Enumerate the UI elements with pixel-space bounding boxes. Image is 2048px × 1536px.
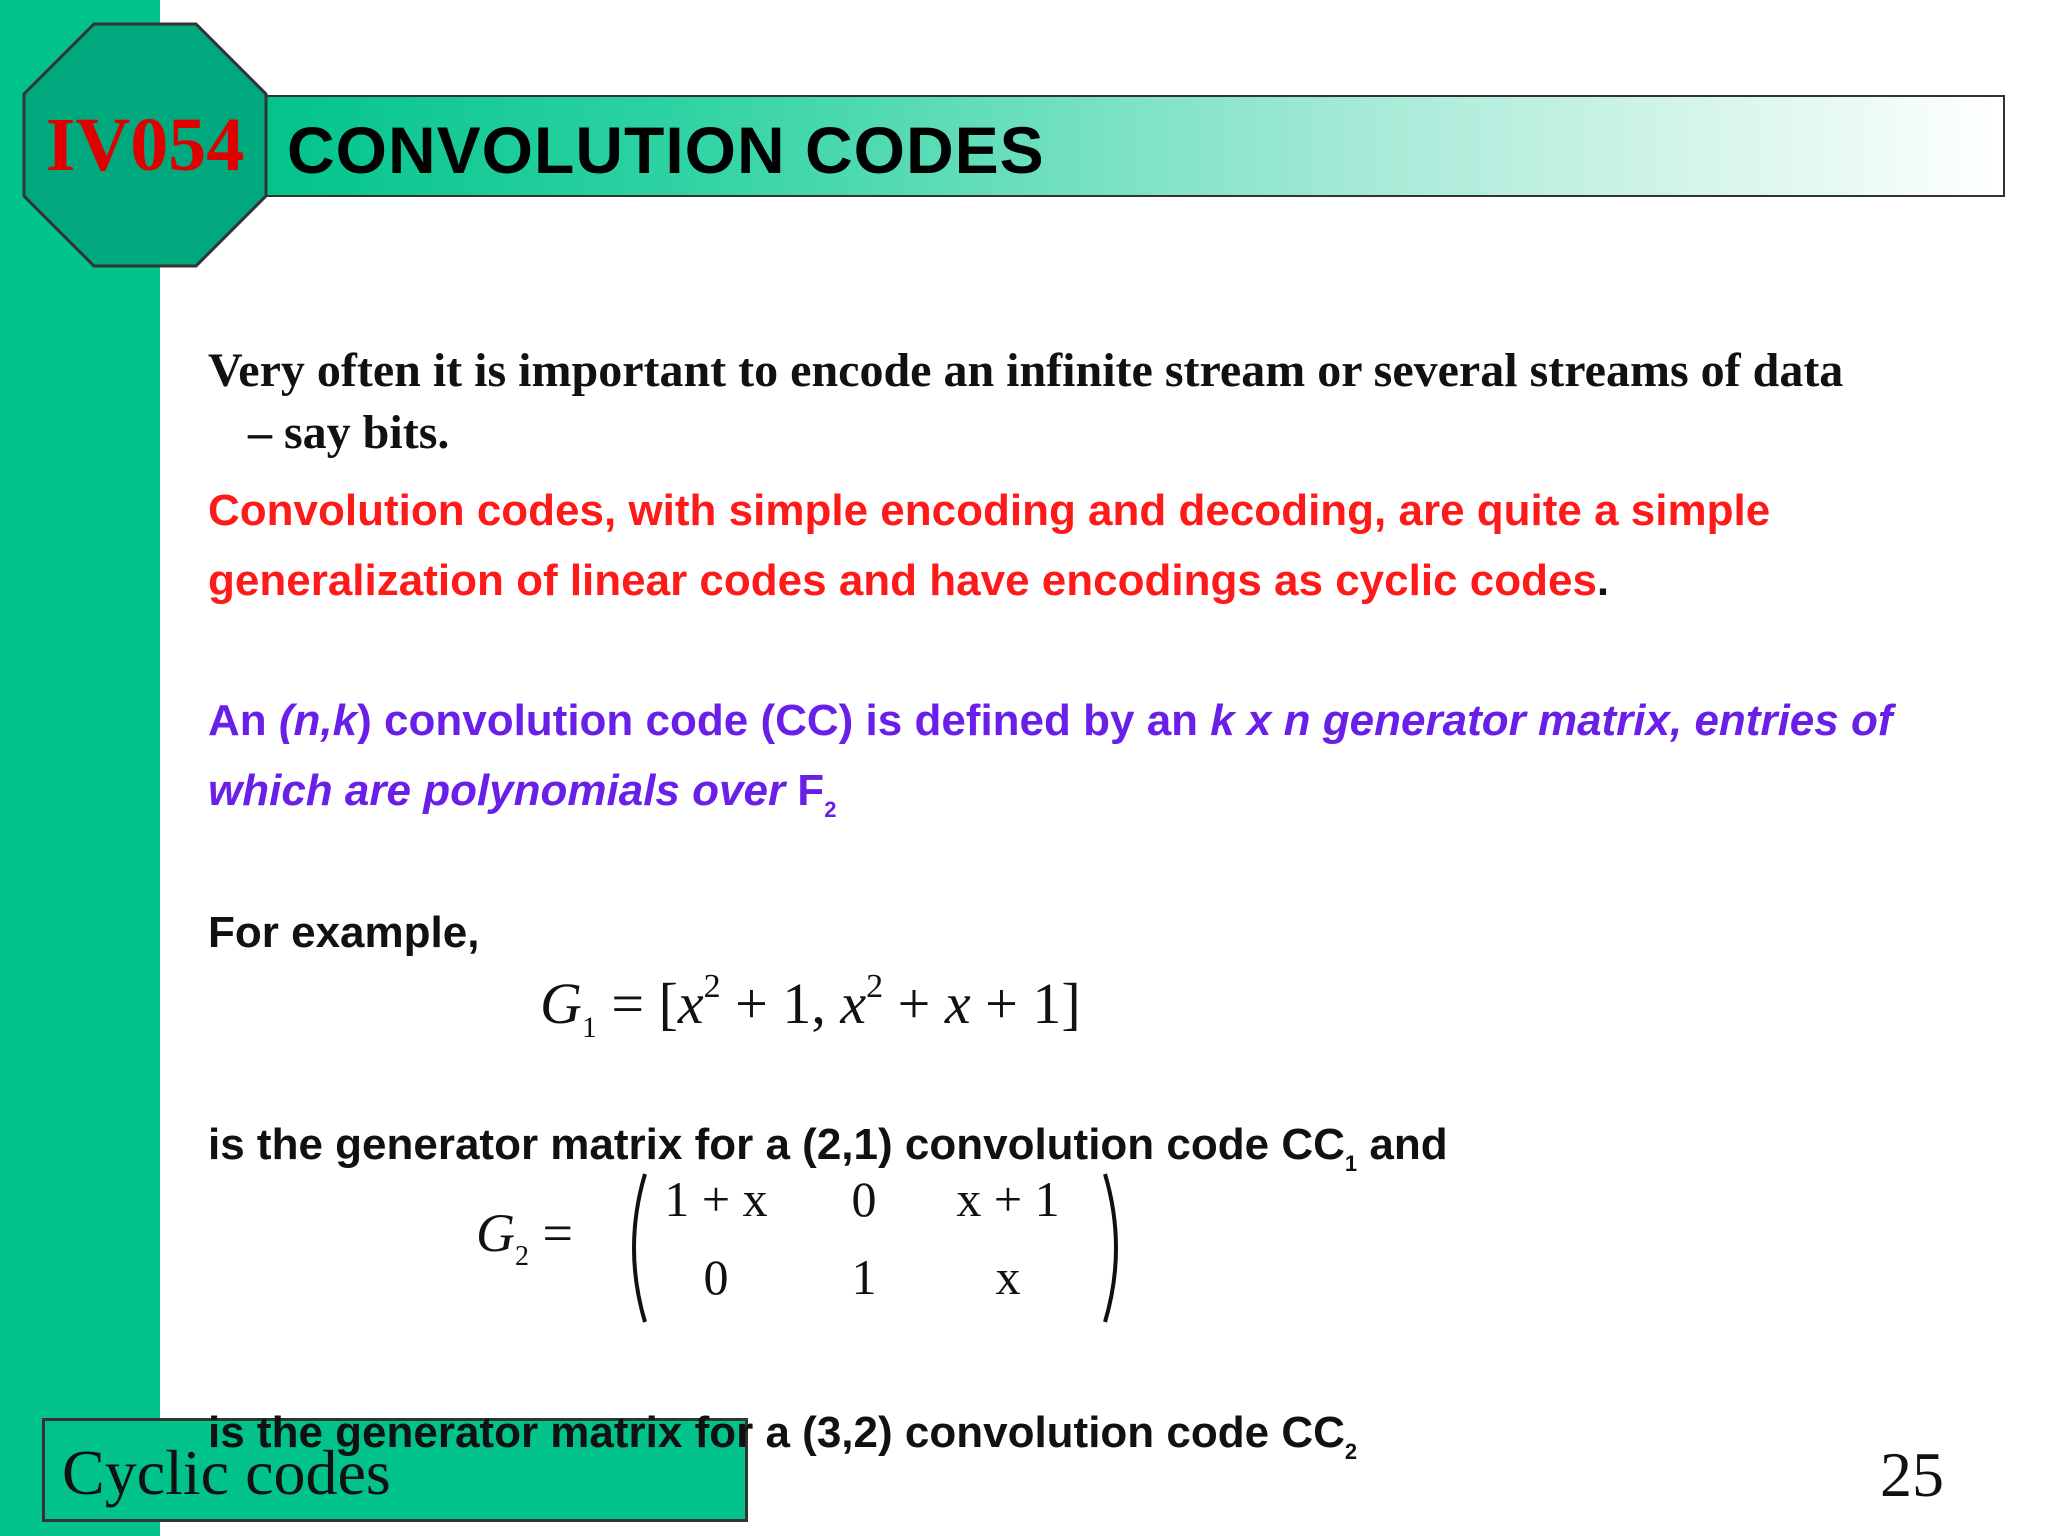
g1-part1: + 1, [720,971,841,1036]
g1-x-a: x [677,971,704,1036]
course-code-badge: IV054 [45,103,245,187]
intro-line-2: – say bits. [248,406,450,459]
period: . [1596,556,1610,605]
g1-sup-b: 2 [866,968,884,1005]
cc1-subscript: 1 [1344,1151,1358,1176]
field-symbol: F [797,766,825,815]
intro-line-1: Very often it is important to encode an infinite stream or several streams of data [208,344,1844,397]
g1-equation [540,968,1081,1045]
cc2-line [208,1408,1357,1465]
definition-nk: (n,k [278,696,358,745]
definition-kxn: k x n generator matrix, entries of which are polynomials over [208,696,1893,815]
matrix-r1c1: 1 + x [664,1171,768,1227]
g2-label [476,1202,573,1273]
cc2-text: is the generator matrix for a (3,2) convolution code CC [208,1408,1345,1457]
convolution-codes-paragraph [208,476,2008,616]
g1-x-b: x [840,971,867,1036]
g1-x-c: x [944,971,971,1036]
cc2-subscript: 2 [1344,1439,1358,1464]
slide-title: CONVOLUTION CODES [287,113,1045,187]
field-subscript: 2 [824,797,837,822]
intro-paragraph [208,340,1998,464]
matrix-r1c3: x + 1 [956,1171,1060,1227]
g2-name: G [476,1203,515,1263]
g1-sup-a: 2 [703,968,721,1005]
g1-part2: + [883,971,945,1036]
g2-subscript: 2 [515,1241,529,1272]
cc1-and: and [1357,1120,1448,1169]
g1-subscript: 1 [581,1011,597,1044]
definition-an: An [208,696,279,745]
matrix-r1c2: 0 [851,1171,877,1227]
g1-eq: = [ [596,971,678,1036]
example-label: For example, [208,908,480,957]
page-number: 25 [1880,1439,1944,1510]
definition-mid: ) convolution code (CC) is defined by an [357,696,1211,745]
g2-eq: = [529,1203,573,1263]
g1-part3: + 1] [970,971,1081,1036]
matrix-r2c2: 1 [851,1249,877,1305]
footer-label: Cyclic codes [62,1437,391,1508]
matrix-r2c1: 0 [703,1249,729,1305]
cc1-text: is the generator matrix for a (2,1) convolution code CC [208,1120,1345,1169]
definition-paragraph [208,686,2008,845]
g1-name: G [540,971,582,1036]
matrix-r2c3: x [995,1249,1021,1305]
convolution-codes-text: Convolution codes, with simple encoding and decoding, are quite a simple generalization of linear codes and have encodings as cyclic codes [208,486,1771,605]
